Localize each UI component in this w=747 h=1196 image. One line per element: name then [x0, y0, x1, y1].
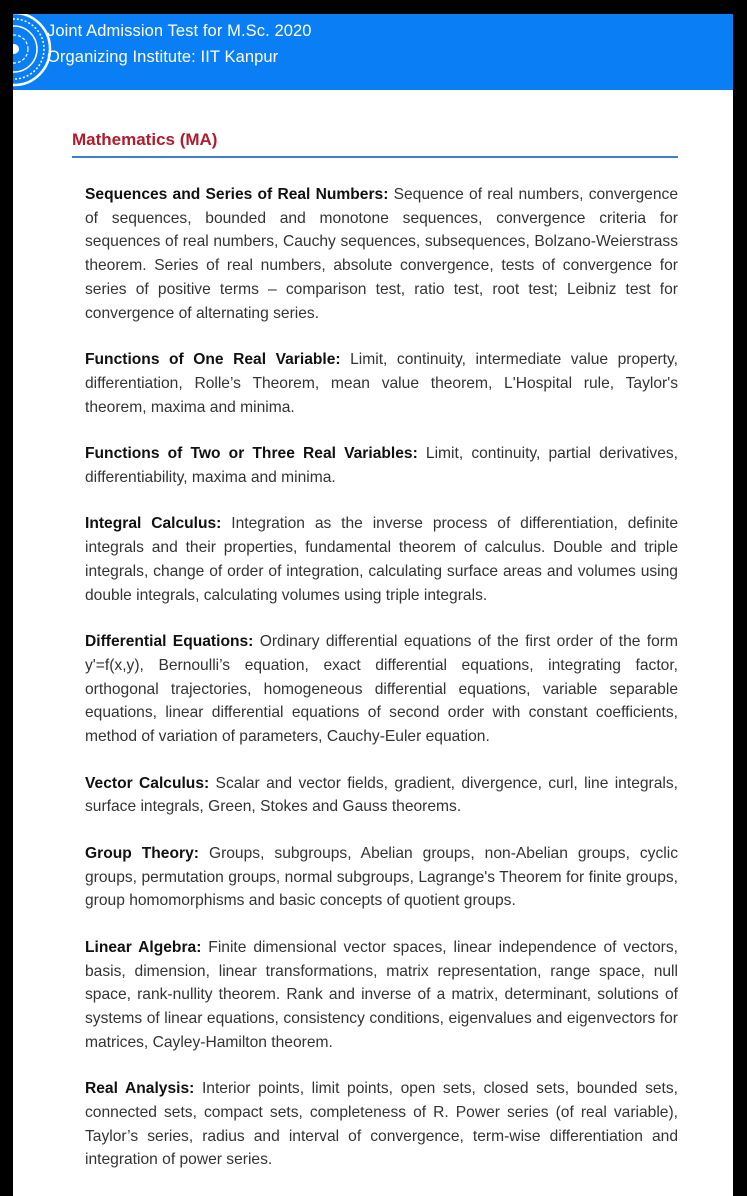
topic-text: Sequence of real numbers, convergence of sequences, bounded and monotone sequences, convergence criteria for sequences of real numbers, Cauchy sequences, subsequences, Bolzano-Weierstrass theorem. Series of real numbers, absolute convergence, tests of convergence for series of positive terms – comparison test, ratio test, root test; Leibniz test for convergence of alternating series.	[85, 186, 678, 322]
topic-text: Ordinary differential equations of the first order of the form y'=f(x,y), Bernoulli’s equation, exact differential equations, integrating factor, orthogonal trajectories, homogeneous differential equations, variable separable equations, linear differential equations of second order with constant coefficients, method of variation of parameters, Cauchy-Euler equation.	[85, 633, 678, 745]
topic-text: Limit, continuity, partial derivatives, differentiability, maxima and minima.	[85, 445, 678, 486]
topic-text: Integration as the inverse process of differentiation, definite integrals and their properties, fundamental theorem of calculus. Double and triple integrals, change of order of integration, calculating surface areas and volumes using double integrals, calculating volumes using triple integrals.	[85, 515, 678, 604]
topic-real-analysis	[85, 1077, 678, 1172]
topic-two-three-real-variables	[85, 442, 678, 489]
section-divider	[72, 156, 678, 158]
topic-heading: Group Theory:	[85, 844, 199, 862]
section-title: Mathematics (MA)	[72, 130, 218, 149]
topic-heading: Integral Calculus:	[85, 515, 222, 533]
page-header	[13, 14, 733, 90]
topic-text: Groups, subgroups, Abelian groups, non-Abelian groups, cyclic groups, permutation groups, normal subgroups, Lagrange's Theorem for finite groups, group homomorphisms and basic concepts of quotient groups.	[85, 844, 678, 910]
topic-heading: Differential Equations:	[85, 633, 254, 651]
topic-text: Scalar and vector fields, gradient, divergence, curl, line integrals, surface integrals, Green, Stokes and Gauss theorems.	[85, 774, 678, 816]
topic-heading: Real Analysis:	[85, 1080, 195, 1098]
topic-one-real-variable	[85, 348, 678, 419]
topic-integral-calculus	[85, 512, 678, 607]
topic-heading: Functions of Two or Three Real Variables:	[85, 445, 418, 463]
header-title: Joint Admission Test for M.Sc. 2020	[47, 22, 312, 40]
topic-heading: Linear Algebra:	[85, 938, 202, 956]
topic-heading: Functions of One Real Variable:	[85, 351, 341, 369]
topic-linear-algebra	[85, 936, 678, 1055]
topic-text: Interior points, limit points, open sets, closed sets, bounded sets, connected sets, compact sets, completeness of R. Power series (of real variable), Taylor’s series, radius and interval of convergence, term-wise differentiation and integration of power series.	[85, 1080, 678, 1169]
topic-sequences-series	[85, 183, 678, 325]
topic-heading: Vector Calculus:	[85, 774, 210, 792]
topic-group-theory	[85, 842, 678, 913]
document-page	[13, 14, 733, 1196]
topic-differential-equations	[85, 630, 678, 749]
topic-vector-calculus	[85, 772, 678, 819]
syllabus-topics	[85, 183, 678, 1195]
topic-text: Finite dimensional vector spaces, linear independence of vectors, basis, dimension, linear transformations, matrix representation, range space, null space, rank-nullity theorem. Rank and inverse of a matrix, determinant, solutions of systems of linear equations, consistency conditions, eigenvalues and eigenvectors for matrices, Cayley-Hamilton theorem.	[85, 938, 678, 1051]
topic-text: Limit, continuity, intermediate value property, differentiation, Rolle’s Theorem, mean value theorem, L'Hospital rule, Taylor's theorem, maxima and minima.	[85, 351, 678, 416]
topic-heading: Sequences and Series of Real Numbers:	[85, 186, 389, 203]
header-subtitle: Organizing Institute: IIT Kanpur	[47, 48, 279, 66]
